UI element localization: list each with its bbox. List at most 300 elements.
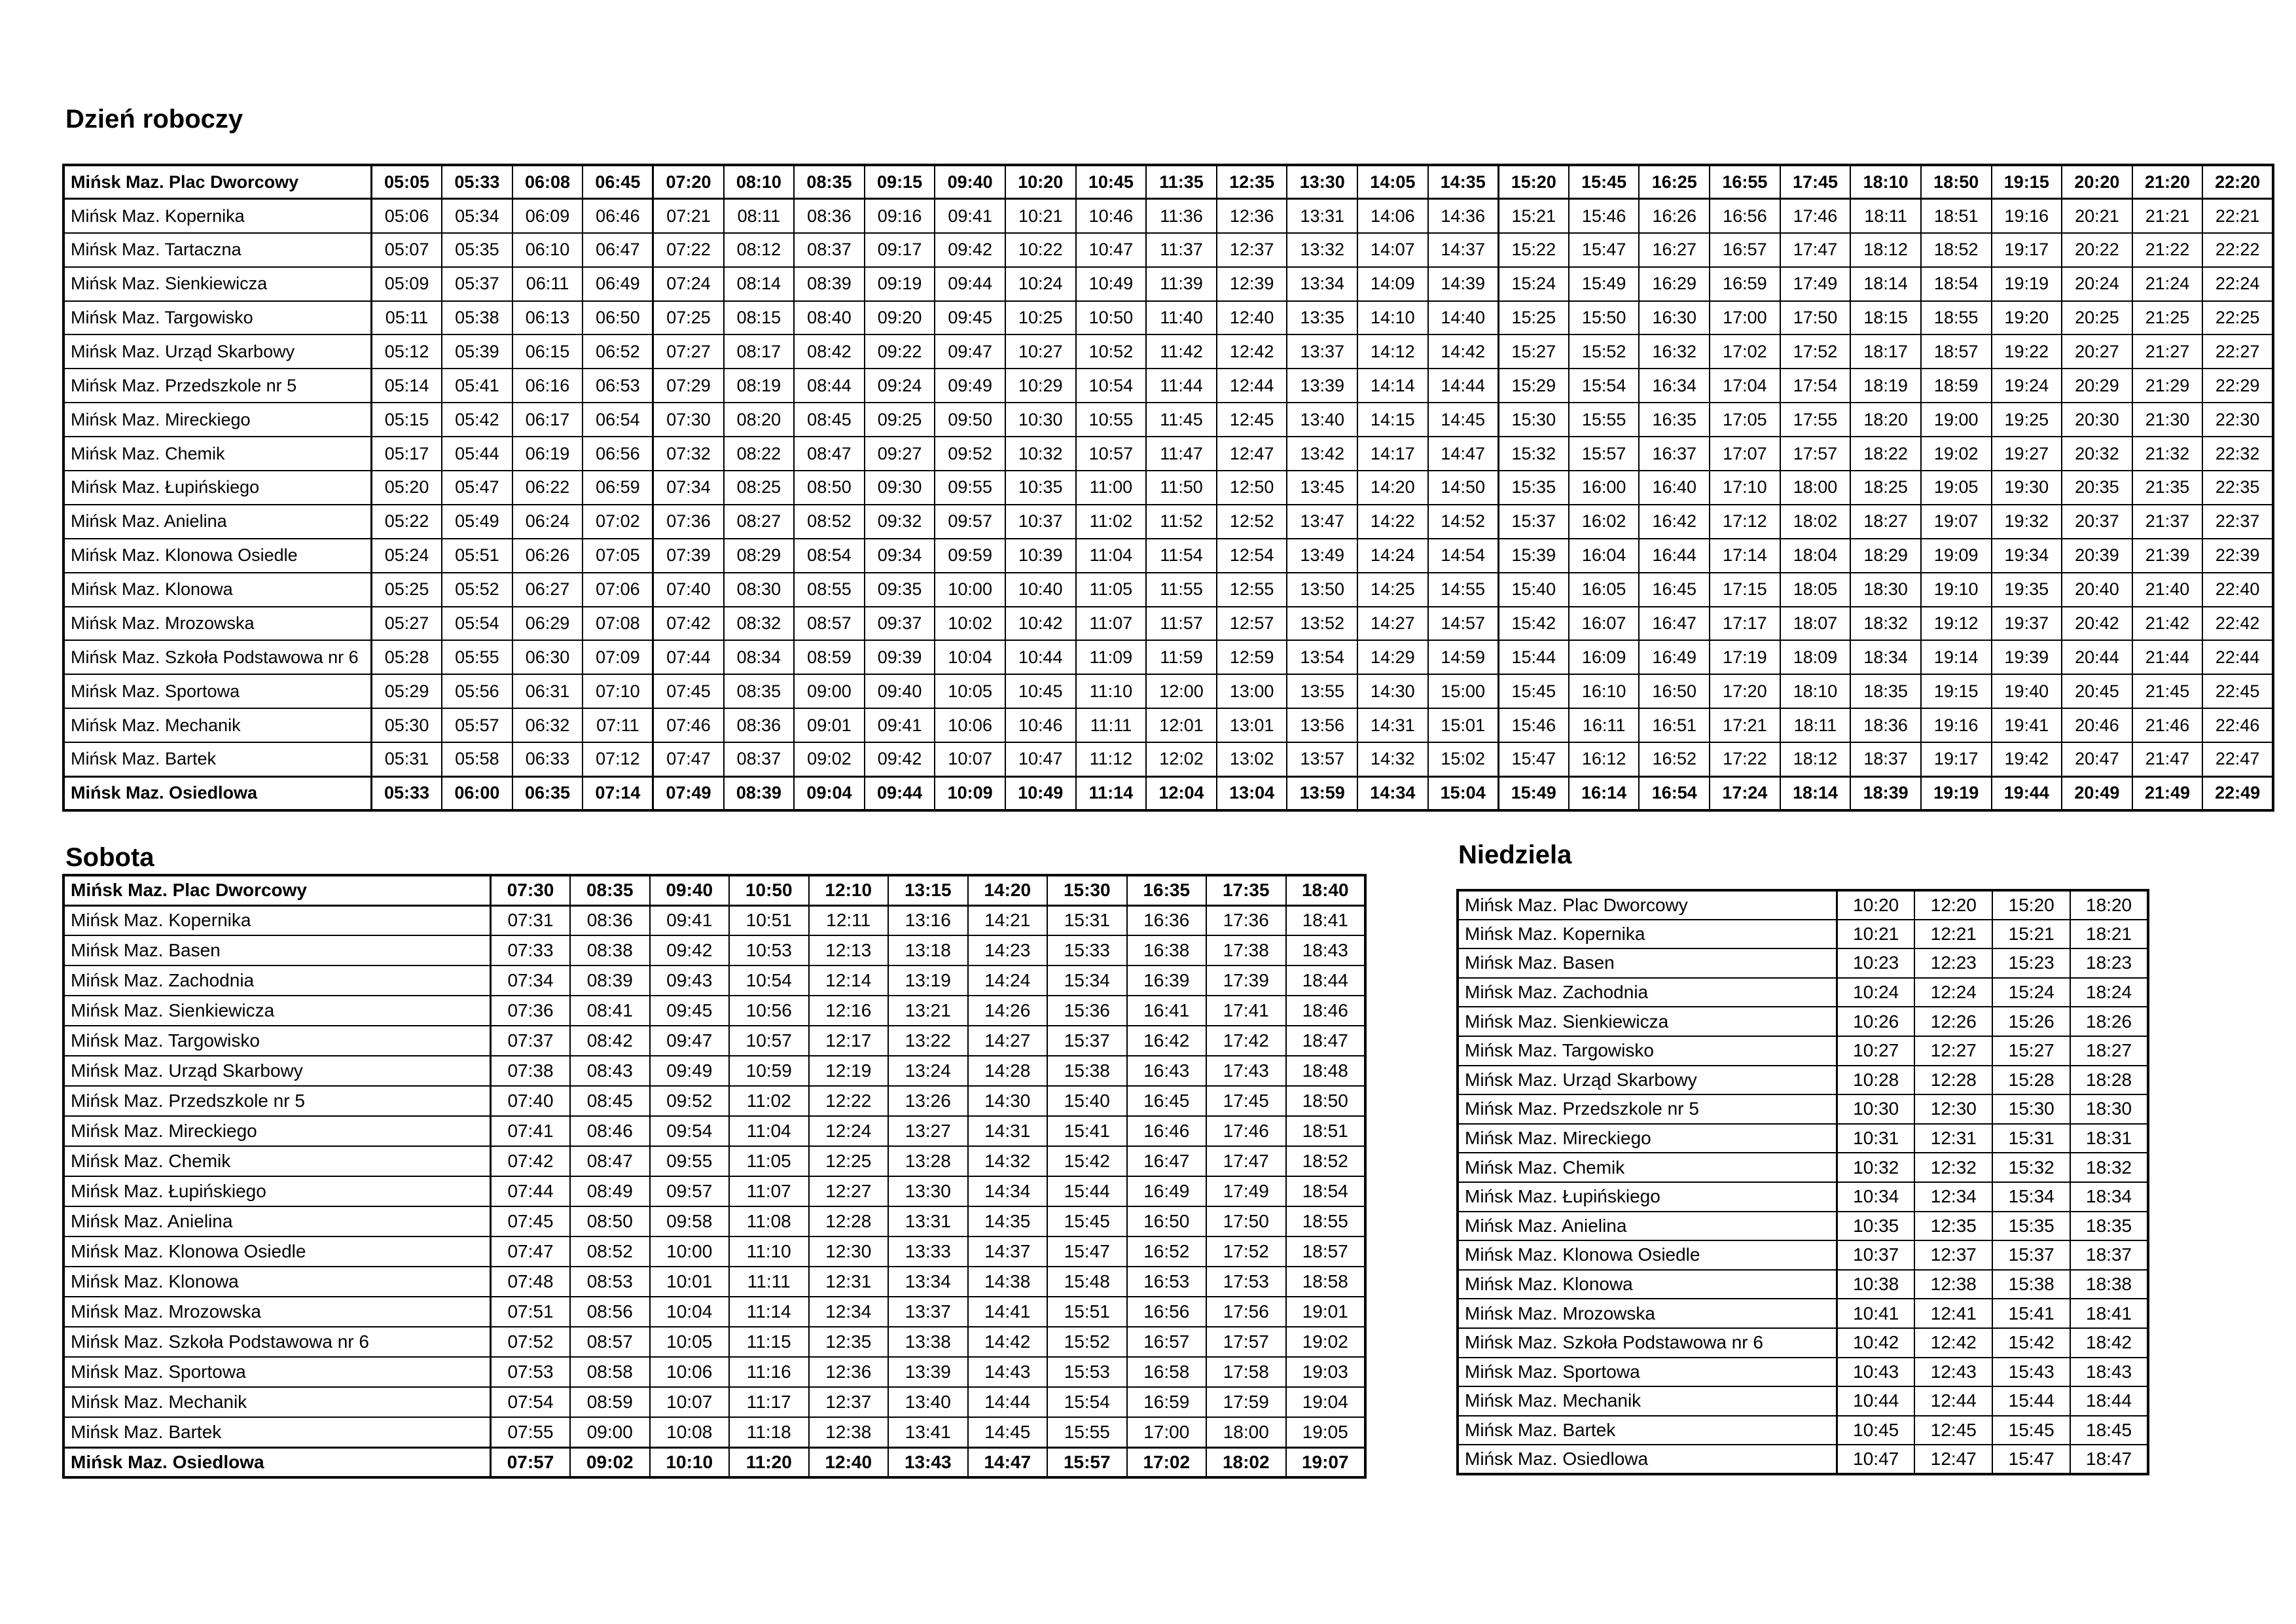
departure-time-cell: 16:00 bbox=[1569, 471, 1640, 505]
departure-time-cell: 13:01 bbox=[1217, 708, 1287, 742]
departure-time-cell: 13:04 bbox=[1217, 776, 1287, 810]
departure-time-cell: 05:14 bbox=[372, 369, 442, 403]
departure-time-cell: 09:45 bbox=[650, 996, 730, 1026]
departure-time-cell: 08:45 bbox=[570, 1086, 650, 1116]
departure-time-cell: 10:50 bbox=[729, 875, 809, 905]
departure-time-cell: 07:45 bbox=[653, 674, 724, 708]
departure-time-cell: 19:05 bbox=[1286, 1417, 1366, 1447]
departure-time-cell: 15:42 bbox=[1047, 1146, 1127, 1176]
departure-time-cell: 14:22 bbox=[1357, 505, 1428, 539]
departure-time-cell: 09:59 bbox=[935, 539, 1005, 573]
departure-time-cell: 14:26 bbox=[968, 996, 1048, 1026]
departure-time-cell: 17:05 bbox=[1710, 403, 1780, 437]
departure-time-cell: 09:02 bbox=[570, 1447, 650, 1477]
departure-time-cell: 14:17 bbox=[1357, 437, 1428, 471]
departure-time-cell: 12:44 bbox=[1217, 369, 1287, 403]
departure-time-cell: 07:09 bbox=[583, 640, 653, 674]
departure-time-cell: 11:05 bbox=[1076, 573, 1147, 607]
departure-time-cell: 13:54 bbox=[1287, 640, 1357, 674]
departure-time-cell: 13:31 bbox=[888, 1206, 968, 1236]
station-name-cell: Mińsk Maz. Zachodnia bbox=[1458, 978, 1837, 1007]
departure-time-cell: 05:28 bbox=[372, 640, 442, 674]
departure-time-cell: 20:35 bbox=[2062, 471, 2132, 505]
departure-time-cell: 11:02 bbox=[1076, 505, 1147, 539]
departure-time-cell: 06:32 bbox=[512, 708, 583, 742]
departure-time-cell: 06:59 bbox=[583, 471, 653, 505]
departure-time-cell: 18:44 bbox=[2070, 1386, 2148, 1416]
departure-time-cell: 12:41 bbox=[1914, 1299, 1992, 1328]
departure-time-cell: 13:37 bbox=[888, 1297, 968, 1327]
departure-time-cell: 14:10 bbox=[1357, 301, 1428, 335]
departure-time-cell: 18:17 bbox=[1850, 334, 1921, 369]
departure-time-cell: 16:32 bbox=[1639, 334, 1710, 369]
departure-time-cell: 15:47 bbox=[1992, 1445, 2070, 1474]
timetable-row bbox=[63, 1176, 1365, 1206]
departure-time-cell: 15:57 bbox=[1569, 437, 1640, 471]
departure-time-cell: 10:38 bbox=[1837, 1270, 1915, 1299]
departure-time-cell: 15:39 bbox=[1498, 539, 1569, 573]
departure-time-cell: 06:53 bbox=[583, 369, 653, 403]
departure-time-cell: 06:27 bbox=[512, 573, 583, 607]
departure-time-cell: 13:02 bbox=[1217, 742, 1287, 776]
departure-time-cell: 10:42 bbox=[1005, 607, 1076, 641]
departure-time-cell: 10:05 bbox=[935, 674, 1005, 708]
departure-time-cell: 08:36 bbox=[724, 708, 795, 742]
departure-time-cell: 16:49 bbox=[1639, 640, 1710, 674]
departure-time-cell: 17:12 bbox=[1710, 505, 1780, 539]
departure-time-cell: 10:57 bbox=[1076, 437, 1147, 471]
departure-time-cell: 12:10 bbox=[809, 875, 889, 905]
departure-time-cell: 09:49 bbox=[650, 1056, 730, 1086]
departure-time-cell: 07:20 bbox=[653, 165, 724, 199]
departure-time-cell: 19:02 bbox=[1921, 437, 1992, 471]
departure-time-cell: 10:59 bbox=[729, 1056, 809, 1086]
departure-time-cell: 07:24 bbox=[653, 267, 724, 301]
departure-time-cell: 19:24 bbox=[1992, 369, 2062, 403]
departure-time-cell: 13:56 bbox=[1287, 708, 1357, 742]
departure-time-cell: 11:10 bbox=[1076, 674, 1147, 708]
departure-time-cell: 05:33 bbox=[442, 165, 512, 199]
departure-time-cell: 11:12 bbox=[1076, 742, 1147, 776]
departure-time-cell: 21:20 bbox=[2132, 165, 2203, 199]
departure-time-cell: 21:37 bbox=[2132, 505, 2203, 539]
timetable-row bbox=[1458, 1182, 2148, 1212]
departure-time-cell: 17:39 bbox=[1206, 965, 1286, 996]
departure-time-cell: 13:28 bbox=[888, 1146, 968, 1176]
departure-time-cell: 05:51 bbox=[442, 539, 512, 573]
departure-time-cell: 10:00 bbox=[935, 573, 1005, 607]
departure-time-cell: 15:45 bbox=[1047, 1206, 1127, 1236]
station-name-cell: Mińsk Maz. Szkoła Podstawowa nr 6 bbox=[63, 1327, 491, 1357]
departure-time-cell: 18:20 bbox=[2070, 890, 2148, 920]
departure-time-cell: 08:37 bbox=[794, 233, 865, 267]
departure-time-cell: 13:24 bbox=[888, 1056, 968, 1086]
departure-time-cell: 09:58 bbox=[650, 1206, 730, 1236]
departure-time-cell: 15:44 bbox=[1047, 1176, 1127, 1206]
departure-time-cell: 14:06 bbox=[1357, 199, 1428, 233]
departure-time-cell: 06:15 bbox=[512, 334, 583, 369]
departure-time-cell: 10:34 bbox=[1837, 1182, 1915, 1212]
departure-time-cell: 18:02 bbox=[1206, 1447, 1286, 1477]
timetable-row bbox=[63, 1206, 1365, 1236]
departure-time-cell: 12:32 bbox=[1914, 1153, 1992, 1182]
departure-time-cell: 19:42 bbox=[1992, 742, 2062, 776]
departure-time-cell: 09:52 bbox=[935, 437, 1005, 471]
departure-time-cell: 09:41 bbox=[650, 905, 730, 935]
departure-time-cell: 15:35 bbox=[1992, 1212, 2070, 1241]
departure-time-cell: 10:42 bbox=[1837, 1328, 1915, 1358]
departure-time-cell: 15:47 bbox=[1498, 742, 1569, 776]
departure-time-cell: 19:03 bbox=[1286, 1357, 1366, 1387]
departure-time-cell: 10:47 bbox=[1076, 233, 1147, 267]
departure-time-cell: 14:20 bbox=[1357, 471, 1428, 505]
departure-time-cell: 11:07 bbox=[1076, 607, 1147, 641]
departure-time-cell: 05:57 bbox=[442, 708, 512, 742]
weekday-section-title: Dzień roboczy bbox=[65, 105, 243, 134]
departure-time-cell: 10:02 bbox=[935, 607, 1005, 641]
station-name-cell: Mińsk Maz. Bartek bbox=[1458, 1416, 1837, 1445]
departure-time-cell: 16:58 bbox=[1127, 1357, 1207, 1387]
departure-time-cell: 07:06 bbox=[583, 573, 653, 607]
departure-time-cell: 05:44 bbox=[442, 437, 512, 471]
departure-time-cell: 13:31 bbox=[1287, 199, 1357, 233]
departure-time-cell: 18:35 bbox=[1850, 674, 1921, 708]
departure-time-cell: 10:20 bbox=[1005, 165, 1076, 199]
departure-time-cell: 08:52 bbox=[570, 1236, 650, 1267]
departure-time-cell: 09:32 bbox=[865, 505, 935, 539]
departure-time-cell: 19:25 bbox=[1992, 403, 2062, 437]
departure-time-cell: 12:36 bbox=[1217, 199, 1287, 233]
departure-time-cell: 06:56 bbox=[583, 437, 653, 471]
departure-time-cell: 22:45 bbox=[2202, 674, 2273, 708]
timetable-row bbox=[63, 1267, 1365, 1297]
departure-time-cell: 07:40 bbox=[653, 573, 724, 607]
departure-time-cell: 10:06 bbox=[935, 708, 1005, 742]
departure-time-cell: 11:04 bbox=[1076, 539, 1147, 573]
station-name-cell: Mińsk Maz. Osiedlowa bbox=[1458, 1445, 1837, 1474]
departure-time-cell: 07:57 bbox=[491, 1447, 571, 1477]
departure-time-cell: 05:41 bbox=[442, 369, 512, 403]
departure-time-cell: 18:11 bbox=[1850, 199, 1921, 233]
departure-time-cell: 07:54 bbox=[491, 1387, 571, 1417]
departure-time-cell: 08:50 bbox=[570, 1206, 650, 1236]
departure-time-cell: 16:59 bbox=[1710, 267, 1780, 301]
departure-time-cell: 10:06 bbox=[650, 1357, 730, 1387]
departure-time-cell: 07:32 bbox=[653, 437, 724, 471]
departure-time-cell: 12:01 bbox=[1146, 708, 1217, 742]
departure-time-cell: 19:17 bbox=[1992, 233, 2062, 267]
departure-time-cell: 12:16 bbox=[809, 996, 889, 1026]
timetable-row bbox=[63, 199, 2273, 233]
departure-time-cell: 18:50 bbox=[1286, 1086, 1366, 1116]
departure-time-cell: 16:39 bbox=[1127, 965, 1207, 996]
departure-time-cell: 10:32 bbox=[1837, 1153, 1915, 1182]
departure-time-cell: 08:57 bbox=[570, 1327, 650, 1357]
departure-time-cell: 18:48 bbox=[1286, 1056, 1366, 1086]
departure-time-cell: 21:40 bbox=[2132, 573, 2203, 607]
departure-time-cell: 05:06 bbox=[372, 199, 442, 233]
station-name-cell: Mińsk Maz. Klonowa bbox=[63, 1267, 491, 1297]
departure-time-cell: 08:35 bbox=[570, 875, 650, 905]
departure-time-cell: 05:33 bbox=[372, 776, 442, 810]
departure-time-cell: 09:41 bbox=[935, 199, 1005, 233]
departure-time-cell: 09:24 bbox=[865, 369, 935, 403]
departure-time-cell: 16:42 bbox=[1639, 505, 1710, 539]
departure-time-cell: 09:47 bbox=[935, 334, 1005, 369]
departure-time-cell: 09:20 bbox=[865, 301, 935, 335]
departure-time-cell: 09:50 bbox=[935, 403, 1005, 437]
departure-time-cell: 15:55 bbox=[1047, 1417, 1127, 1447]
departure-time-cell: 15:47 bbox=[1047, 1236, 1127, 1267]
departure-time-cell: 19:07 bbox=[1286, 1447, 1366, 1477]
departure-time-cell: 14:40 bbox=[1428, 301, 1499, 335]
departure-time-cell: 05:15 bbox=[372, 403, 442, 437]
departure-time-cell: 21:30 bbox=[2132, 403, 2203, 437]
departure-time-cell: 18:10 bbox=[1850, 165, 1921, 199]
departure-time-cell: 18:42 bbox=[2070, 1328, 2148, 1358]
departure-time-cell: 10:21 bbox=[1005, 199, 1076, 233]
departure-time-cell: 21:27 bbox=[2132, 334, 2203, 369]
departure-time-cell: 19:41 bbox=[1992, 708, 2062, 742]
departure-time-cell: 05:30 bbox=[372, 708, 442, 742]
departure-time-cell: 14:35 bbox=[1428, 165, 1499, 199]
departure-time-cell: 15:01 bbox=[1428, 708, 1499, 742]
departure-time-cell: 06:26 bbox=[512, 539, 583, 573]
departure-time-cell: 17:35 bbox=[1206, 875, 1286, 905]
departure-time-cell: 11:09 bbox=[1076, 640, 1147, 674]
departure-time-cell: 09:42 bbox=[865, 742, 935, 776]
departure-time-cell: 13:41 bbox=[888, 1417, 968, 1447]
departure-time-cell: 09:43 bbox=[650, 965, 730, 996]
departure-time-cell: 12:47 bbox=[1217, 437, 1287, 471]
departure-time-cell: 19:02 bbox=[1286, 1327, 1366, 1357]
timetable-row bbox=[63, 640, 2273, 674]
departure-time-cell: 18:44 bbox=[1286, 965, 1366, 996]
departure-time-cell: 17:42 bbox=[1206, 1026, 1286, 1056]
departure-time-cell: 16:10 bbox=[1569, 674, 1640, 708]
departure-time-cell: 21:24 bbox=[2132, 267, 2203, 301]
departure-time-cell: 08:59 bbox=[570, 1387, 650, 1417]
timetable-row bbox=[63, 1086, 1365, 1116]
timetable-row bbox=[63, 267, 2273, 301]
departure-time-cell: 14:52 bbox=[1428, 505, 1499, 539]
departure-time-cell: 22:35 bbox=[2202, 471, 2273, 505]
timetable-row bbox=[63, 1297, 1365, 1327]
departure-time-cell: 15:49 bbox=[1498, 776, 1569, 810]
departure-time-cell: 16:57 bbox=[1710, 233, 1780, 267]
departure-time-cell: 12:42 bbox=[1217, 334, 1287, 369]
departure-time-cell: 17:38 bbox=[1206, 935, 1286, 965]
departure-time-cell: 14:32 bbox=[1357, 742, 1428, 776]
departure-time-cell: 12:27 bbox=[1914, 1036, 1992, 1066]
departure-time-cell: 08:11 bbox=[724, 199, 795, 233]
departure-time-cell: 15:38 bbox=[1992, 1270, 2070, 1299]
departure-time-cell: 12:35 bbox=[1914, 1212, 1992, 1241]
departure-time-cell: 15:26 bbox=[1992, 1007, 2070, 1036]
departure-time-cell: 17:52 bbox=[1206, 1236, 1286, 1267]
departure-time-cell: 18:36 bbox=[1850, 708, 1921, 742]
station-name-cell: Mińsk Maz. Sienkiewicza bbox=[63, 267, 372, 301]
departure-time-cell: 13:21 bbox=[888, 996, 968, 1026]
departure-time-cell: 15:45 bbox=[1569, 165, 1640, 199]
departure-time-cell: 07:08 bbox=[583, 607, 653, 641]
timetable-row bbox=[1458, 1445, 2148, 1474]
departure-time-cell: 15:48 bbox=[1047, 1267, 1127, 1297]
station-name-cell: Mińsk Maz. Basen bbox=[63, 935, 491, 965]
departure-time-cell: 19:39 bbox=[1992, 640, 2062, 674]
departure-time-cell: 08:47 bbox=[794, 437, 865, 471]
departure-time-cell: 18:12 bbox=[1780, 742, 1851, 776]
departure-time-cell: 19:10 bbox=[1921, 573, 1992, 607]
departure-time-cell: 10:37 bbox=[1837, 1240, 1915, 1270]
departure-time-cell: 12:43 bbox=[1914, 1358, 1992, 1387]
departure-time-cell: 11:18 bbox=[729, 1417, 809, 1447]
departure-time-cell: 13:49 bbox=[1287, 539, 1357, 573]
departure-time-cell: 17:58 bbox=[1206, 1357, 1286, 1387]
departure-time-cell: 20:39 bbox=[2062, 539, 2132, 573]
departure-time-cell: 10:54 bbox=[729, 965, 809, 996]
departure-time-cell: 05:11 bbox=[372, 301, 442, 335]
departure-time-cell: 12:20 bbox=[1914, 890, 1992, 920]
departure-time-cell: 07:25 bbox=[653, 301, 724, 335]
departure-time-cell: 19:16 bbox=[1921, 708, 1992, 742]
departure-time-cell: 05:05 bbox=[372, 165, 442, 199]
departure-time-cell: 15:57 bbox=[1047, 1447, 1127, 1477]
departure-time-cell: 16:27 bbox=[1639, 233, 1710, 267]
departure-time-cell: 15:40 bbox=[1498, 573, 1569, 607]
departure-time-cell: 06:35 bbox=[512, 776, 583, 810]
departure-time-cell: 18:15 bbox=[1850, 301, 1921, 335]
departure-time-cell: 16:07 bbox=[1569, 607, 1640, 641]
departure-time-cell: 17:49 bbox=[1780, 267, 1851, 301]
departure-time-cell: 19:20 bbox=[1992, 301, 2062, 335]
departure-time-cell: 08:35 bbox=[794, 165, 865, 199]
timetable-row bbox=[63, 742, 2273, 776]
departure-time-cell: 15:20 bbox=[1498, 165, 1569, 199]
departure-time-cell: 15:24 bbox=[1498, 267, 1569, 301]
departure-time-cell: 17:15 bbox=[1710, 573, 1780, 607]
departure-time-cell: 09:57 bbox=[935, 505, 1005, 539]
station-name-cell: Mińsk Maz. Anielina bbox=[1458, 1212, 1837, 1241]
departure-time-cell: 06:31 bbox=[512, 674, 583, 708]
station-name-cell: Mińsk Maz. Chemik bbox=[63, 1146, 491, 1176]
departure-time-cell: 09:44 bbox=[935, 267, 1005, 301]
departure-time-cell: 09:34 bbox=[865, 539, 935, 573]
departure-time-cell: 07:48 bbox=[491, 1267, 571, 1297]
station-name-cell: Mińsk Maz. Mrozowska bbox=[1458, 1299, 1837, 1328]
departure-time-cell: 08:37 bbox=[724, 742, 795, 776]
departure-time-cell: 12:42 bbox=[1914, 1328, 1992, 1358]
departure-time-cell: 19:14 bbox=[1921, 640, 1992, 674]
departure-time-cell: 06:19 bbox=[512, 437, 583, 471]
departure-time-cell: 14:36 bbox=[1428, 199, 1499, 233]
departure-time-cell: 18:30 bbox=[1850, 573, 1921, 607]
departure-time-cell: 16:38 bbox=[1127, 935, 1207, 965]
departure-time-cell: 15:27 bbox=[1498, 334, 1569, 369]
departure-time-cell: 11:47 bbox=[1146, 437, 1217, 471]
departure-time-cell: 07:02 bbox=[583, 505, 653, 539]
departure-time-cell: 09:22 bbox=[865, 334, 935, 369]
departure-time-cell: 15:46 bbox=[1498, 708, 1569, 742]
station-name-cell: Mińsk Maz. Tartaczna bbox=[63, 233, 372, 267]
departure-time-cell: 12:35 bbox=[809, 1327, 889, 1357]
departure-time-cell: 10:27 bbox=[1837, 1036, 1915, 1066]
departure-time-cell: 13:50 bbox=[1287, 573, 1357, 607]
departure-time-cell: 16:40 bbox=[1639, 471, 1710, 505]
departure-time-cell: 08:12 bbox=[724, 233, 795, 267]
departure-time-cell: 15:44 bbox=[1498, 640, 1569, 674]
departure-time-cell: 12:22 bbox=[809, 1086, 889, 1116]
departure-time-cell: 17:53 bbox=[1206, 1267, 1286, 1297]
departure-time-cell: 12:36 bbox=[809, 1357, 889, 1387]
station-name-cell: Mińsk Maz. Przedszkole nr 5 bbox=[1458, 1094, 1837, 1124]
departure-time-cell: 14:57 bbox=[1428, 607, 1499, 641]
departure-time-cell: 10:47 bbox=[1837, 1445, 1915, 1474]
station-name-cell: Mińsk Maz. Chemik bbox=[63, 437, 372, 471]
departure-time-cell: 05:54 bbox=[442, 607, 512, 641]
departure-time-cell: 16:45 bbox=[1127, 1086, 1207, 1116]
departure-time-cell: 09:00 bbox=[570, 1417, 650, 1447]
departure-time-cell: 11:40 bbox=[1146, 301, 1217, 335]
station-name-cell: Mińsk Maz. Kopernika bbox=[1458, 920, 1837, 949]
departure-time-cell: 14:20 bbox=[968, 875, 1048, 905]
departure-time-cell: 10:43 bbox=[1837, 1358, 1915, 1387]
station-name-cell: Mińsk Maz. Mrozowska bbox=[63, 1297, 491, 1327]
departure-time-cell: 21:25 bbox=[2132, 301, 2203, 335]
departure-time-cell: 14:21 bbox=[968, 905, 1048, 935]
departure-time-cell: 18:59 bbox=[1921, 369, 1992, 403]
departure-time-cell: 10:35 bbox=[1005, 471, 1076, 505]
departure-time-cell: 14:12 bbox=[1357, 334, 1428, 369]
departure-time-cell: 05:20 bbox=[372, 471, 442, 505]
departure-time-cell: 12:35 bbox=[1217, 165, 1287, 199]
departure-time-cell: 10:29 bbox=[1005, 369, 1076, 403]
departure-time-cell: 18:50 bbox=[1921, 165, 1992, 199]
departure-time-cell: 08:17 bbox=[724, 334, 795, 369]
departure-time-cell: 17:00 bbox=[1127, 1417, 1207, 1447]
departure-time-cell: 11:11 bbox=[1076, 708, 1147, 742]
timetable-row bbox=[1458, 1358, 2148, 1387]
departure-time-cell: 15:37 bbox=[1992, 1240, 2070, 1270]
station-name-cell: Mińsk Maz. Urząd Skarbowy bbox=[63, 334, 372, 369]
saturday-timetable bbox=[62, 874, 1367, 1479]
departure-time-cell: 15:51 bbox=[1047, 1297, 1127, 1327]
departure-time-cell: 17:19 bbox=[1710, 640, 1780, 674]
departure-time-cell: 09:44 bbox=[865, 776, 935, 810]
departure-time-cell: 05:47 bbox=[442, 471, 512, 505]
departure-time-cell: 05:35 bbox=[442, 233, 512, 267]
departure-time-cell: 13:27 bbox=[888, 1116, 968, 1146]
departure-time-cell: 13:30 bbox=[1287, 165, 1357, 199]
departure-time-cell: 07:46 bbox=[653, 708, 724, 742]
departure-time-cell: 15:30 bbox=[1498, 403, 1569, 437]
departure-time-cell: 08:25 bbox=[724, 471, 795, 505]
departure-time-cell: 06:17 bbox=[512, 403, 583, 437]
departure-time-cell: 18:46 bbox=[1286, 996, 1366, 1026]
departure-time-cell: 13:32 bbox=[1287, 233, 1357, 267]
station-name-cell: Mińsk Maz. Mrozowska bbox=[63, 607, 372, 641]
departure-time-cell: 15:31 bbox=[1047, 905, 1127, 935]
station-name-cell: Mińsk Maz. Targowisko bbox=[63, 301, 372, 335]
departure-time-cell: 13:40 bbox=[888, 1387, 968, 1417]
departure-time-cell: 11:00 bbox=[1076, 471, 1147, 505]
departure-time-cell: 12:04 bbox=[1146, 776, 1217, 810]
sunday-timetable bbox=[1456, 889, 2149, 1475]
departure-time-cell: 17:50 bbox=[1780, 301, 1851, 335]
departure-time-cell: 09:55 bbox=[935, 471, 1005, 505]
departure-time-cell: 13:39 bbox=[888, 1357, 968, 1387]
departure-time-cell: 17:57 bbox=[1206, 1327, 1286, 1357]
